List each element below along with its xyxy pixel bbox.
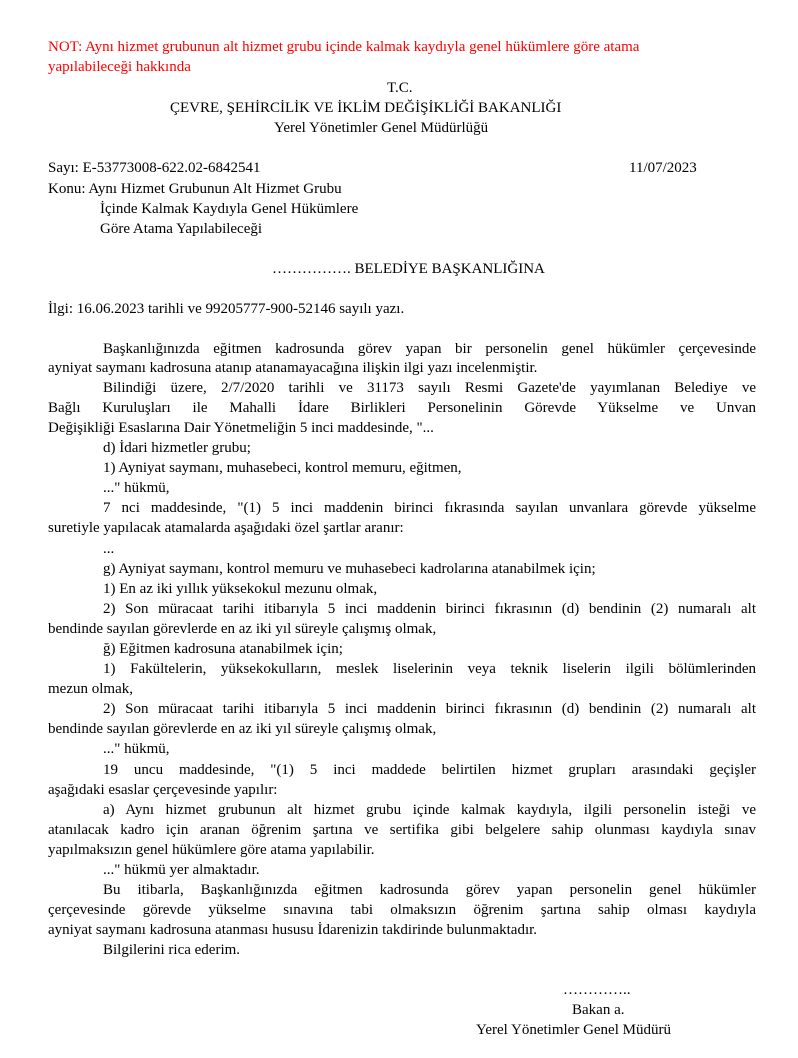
body-line: ..." hükmü yer almaktadır.	[103, 862, 260, 878]
body-line: mezun olmak,	[48, 681, 133, 697]
body-line: Değişikliği Esaslarına Dair Yönetmeliğin 5 inci maddesinde, "...	[48, 420, 434, 436]
body-line: 2) Son müracaat tarihi itibarıyla 5 inci maddenin birinci fıkrasının (d) bendinin (2) numaralı alt	[103, 601, 756, 617]
body-line: suretiyle yapılacak atamalarda aşağıdaki özel şartlar aranır:	[48, 520, 404, 536]
reference-line: İlgi: 16.06.2023 tarihli ve 99205777-900-52146 sayılı yazı.	[48, 301, 405, 317]
body-line: Bu itibarla, Başkanlığınızda eğitmen kadrosunda görev yapan personelin genel hükümler	[103, 882, 756, 898]
header-ministry: ÇEVRE, ŞEHİRCİLİK VE İKLİM DEĞİŞİKLİĞİ BAKANLIĞI	[170, 100, 562, 116]
body-line: 2) Son müracaat tarihi itibarıyla 5 inci maddenin birinci fıkrasının (d) bendinin (2) numaralı alt	[103, 701, 756, 717]
body-line: ayniyat saymanı kadrosuna atanması hususu İdarenizin takdirinde bulunmaktadır.	[48, 922, 538, 938]
body-line: ..." hükmü,	[103, 741, 170, 757]
subject-line-3: Göre Atama Yapılabileceği	[100, 221, 263, 237]
body-line: d) İdari hizmetler grubu;	[103, 440, 251, 456]
body-line: g) Ayniyat saymanı, kontrol memuru ve muhasebeci kadrolarına atanabilmek için;	[103, 561, 596, 577]
body-line: 1) En az iki yıllık yüksekokul mezunu olmak,	[103, 581, 378, 597]
note-line-1: NOT: Aynı hizmet grubunun alt hizmet grubu içinde kalmak kaydıyla genel hükümlere göre atama	[48, 39, 640, 55]
body-line: bendinde sayılan görevlerde en az iki yıl süreyle çalışmış olmak,	[48, 721, 437, 737]
subject-line-1: Konu: Aynı Hizmet Grubunun Alt Hizmet Grubu	[48, 181, 342, 197]
document-date: 11/07/2023	[629, 160, 697, 176]
body-line: 1) Fakültelerin, yüksekokulların, meslek liselerinin veya teknik liselerin ilgili bölümlerinden	[103, 661, 756, 677]
body-line: Bağlı Kuruluşları ile Mahalli İdare Birlikleri Personelinin Görevde Yükselme ve Unvan	[48, 400, 756, 416]
body-line: yapılmaksızın genel hükümlere göre atama yapılabilir.	[48, 842, 375, 858]
body-line: bendinde sayılan görevlerde en az iki yıl süreyle çalışmış olmak,	[48, 621, 437, 637]
body-line: ...	[103, 541, 115, 557]
body-line: 1) Ayniyat saymanı, muhasebeci, kontrol memuru, eğitmen,	[103, 460, 462, 476]
body-line: a) Aynı hizmet grubunun alt hizmet grubu içinde kalmak kaydıyla, ilgili personelin isteği ve	[103, 802, 756, 818]
body-line: çerçevesinde görevde yükselme sınavına tabi olmaksızın öğrenim şartına sahip olması kaydıyla	[48, 902, 756, 918]
document-number: Sayı: E-53773008-622.02-6842541	[48, 160, 261, 176]
body-line: ğ) Eğitmen kadrosuna atanabilmek için;	[103, 641, 343, 657]
body-line: ..." hükmü,	[103, 480, 170, 496]
signature-dots: …………..	[563, 982, 631, 998]
closing-line: Bilgilerini rica ederim.	[103, 942, 241, 958]
signature-title: Yerel Yönetimler Genel Müdürü	[476, 1022, 671, 1038]
body-line: ayniyat saymanı kadrosuna atanıp atanamayacağına ilişkin ilgi yazı incelenmiştir.	[48, 360, 538, 376]
signature-name: Bakan a.	[572, 1002, 625, 1018]
subject-line-2: İçinde Kalmak Kaydıyla Genel Hükümlere	[100, 201, 359, 217]
body-line: atanılacak kadro için aranan öğrenim şartına ve sertifika gibi belgelere sahip olunması kaydıyla sınav	[48, 822, 756, 838]
body-line: 7 nci maddesinde, "(1) 5 inci maddenin birinci fıkrasında sayılan unvanlara görevde yükselme	[103, 500, 756, 516]
body-line: 19 uncu maddesinde, "(1) 5 inci maddede belirtilen hizmet grupları arasındaki geçişler	[103, 762, 756, 778]
addressee: ……………. BELEDİYE BAŞKANLIĞINA	[272, 261, 545, 277]
body-line: aşağıdaki esaslar çerçevesinde yapılır:	[48, 782, 278, 798]
header-tc: T.C.	[387, 80, 413, 96]
note-line-2: yapılabileceği hakkında	[48, 59, 191, 75]
header-directorate: Yerel Yönetimler Genel Müdürlüğü	[274, 120, 489, 136]
body-line: Başkanlığınızda eğitmen kadrosunda görev yapan bir personelin genel hükümler çerçevesinde	[103, 341, 756, 357]
body-line: Bilindiği üzere, 2/7/2020 tarihli ve 31173 sayılı Resmi Gazete'de yayımlanan Belediye ve	[103, 380, 756, 396]
